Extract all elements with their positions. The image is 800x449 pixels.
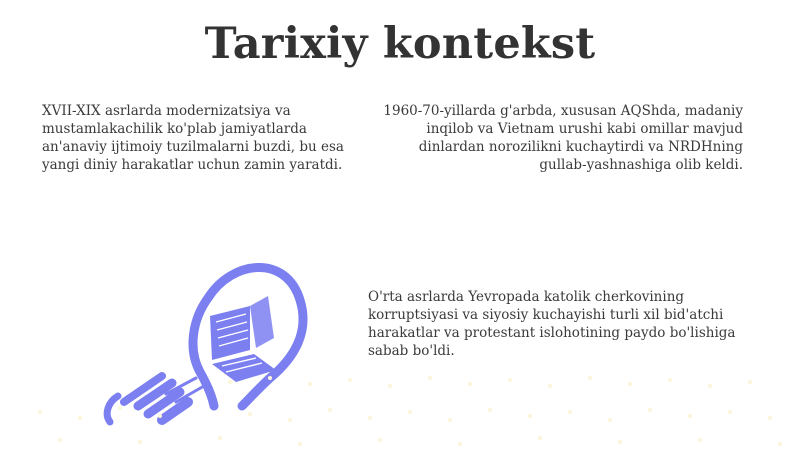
text-block-sixties: 1960-70-yillarda g'arbda, xususan AQShda, madaniy inqilob va Vietnam urushi kabi omillar mavjud dinlardan norozilikni kuchaytirdi va NRDHning gullab-yashnashiga olib keldi.: [383, 103, 743, 173]
slide-title: Tarixiy kontekst: [204, 19, 596, 69]
decorative-dots: [0, 372, 800, 449]
text-block-middle-ages: O'rta asrlarda Yevropada katolik cherkovining korruptsiyasi va siyosiy kuchayishi turli xil bid'atchi harakatlar va protestant islohotining paydo bo'lishiga sabab bo'ldi.: [368, 289, 736, 359]
text-block-modernization: XVII-XIX asrlarda modernizatsiya va mustamlakachilik ko'plab jamiyatlarda an'anaviy ijtimoiy tuzilmalarni buzdi, bu esa yangi diniy harakatlar uchun zamin yaratdi.: [42, 103, 344, 173]
